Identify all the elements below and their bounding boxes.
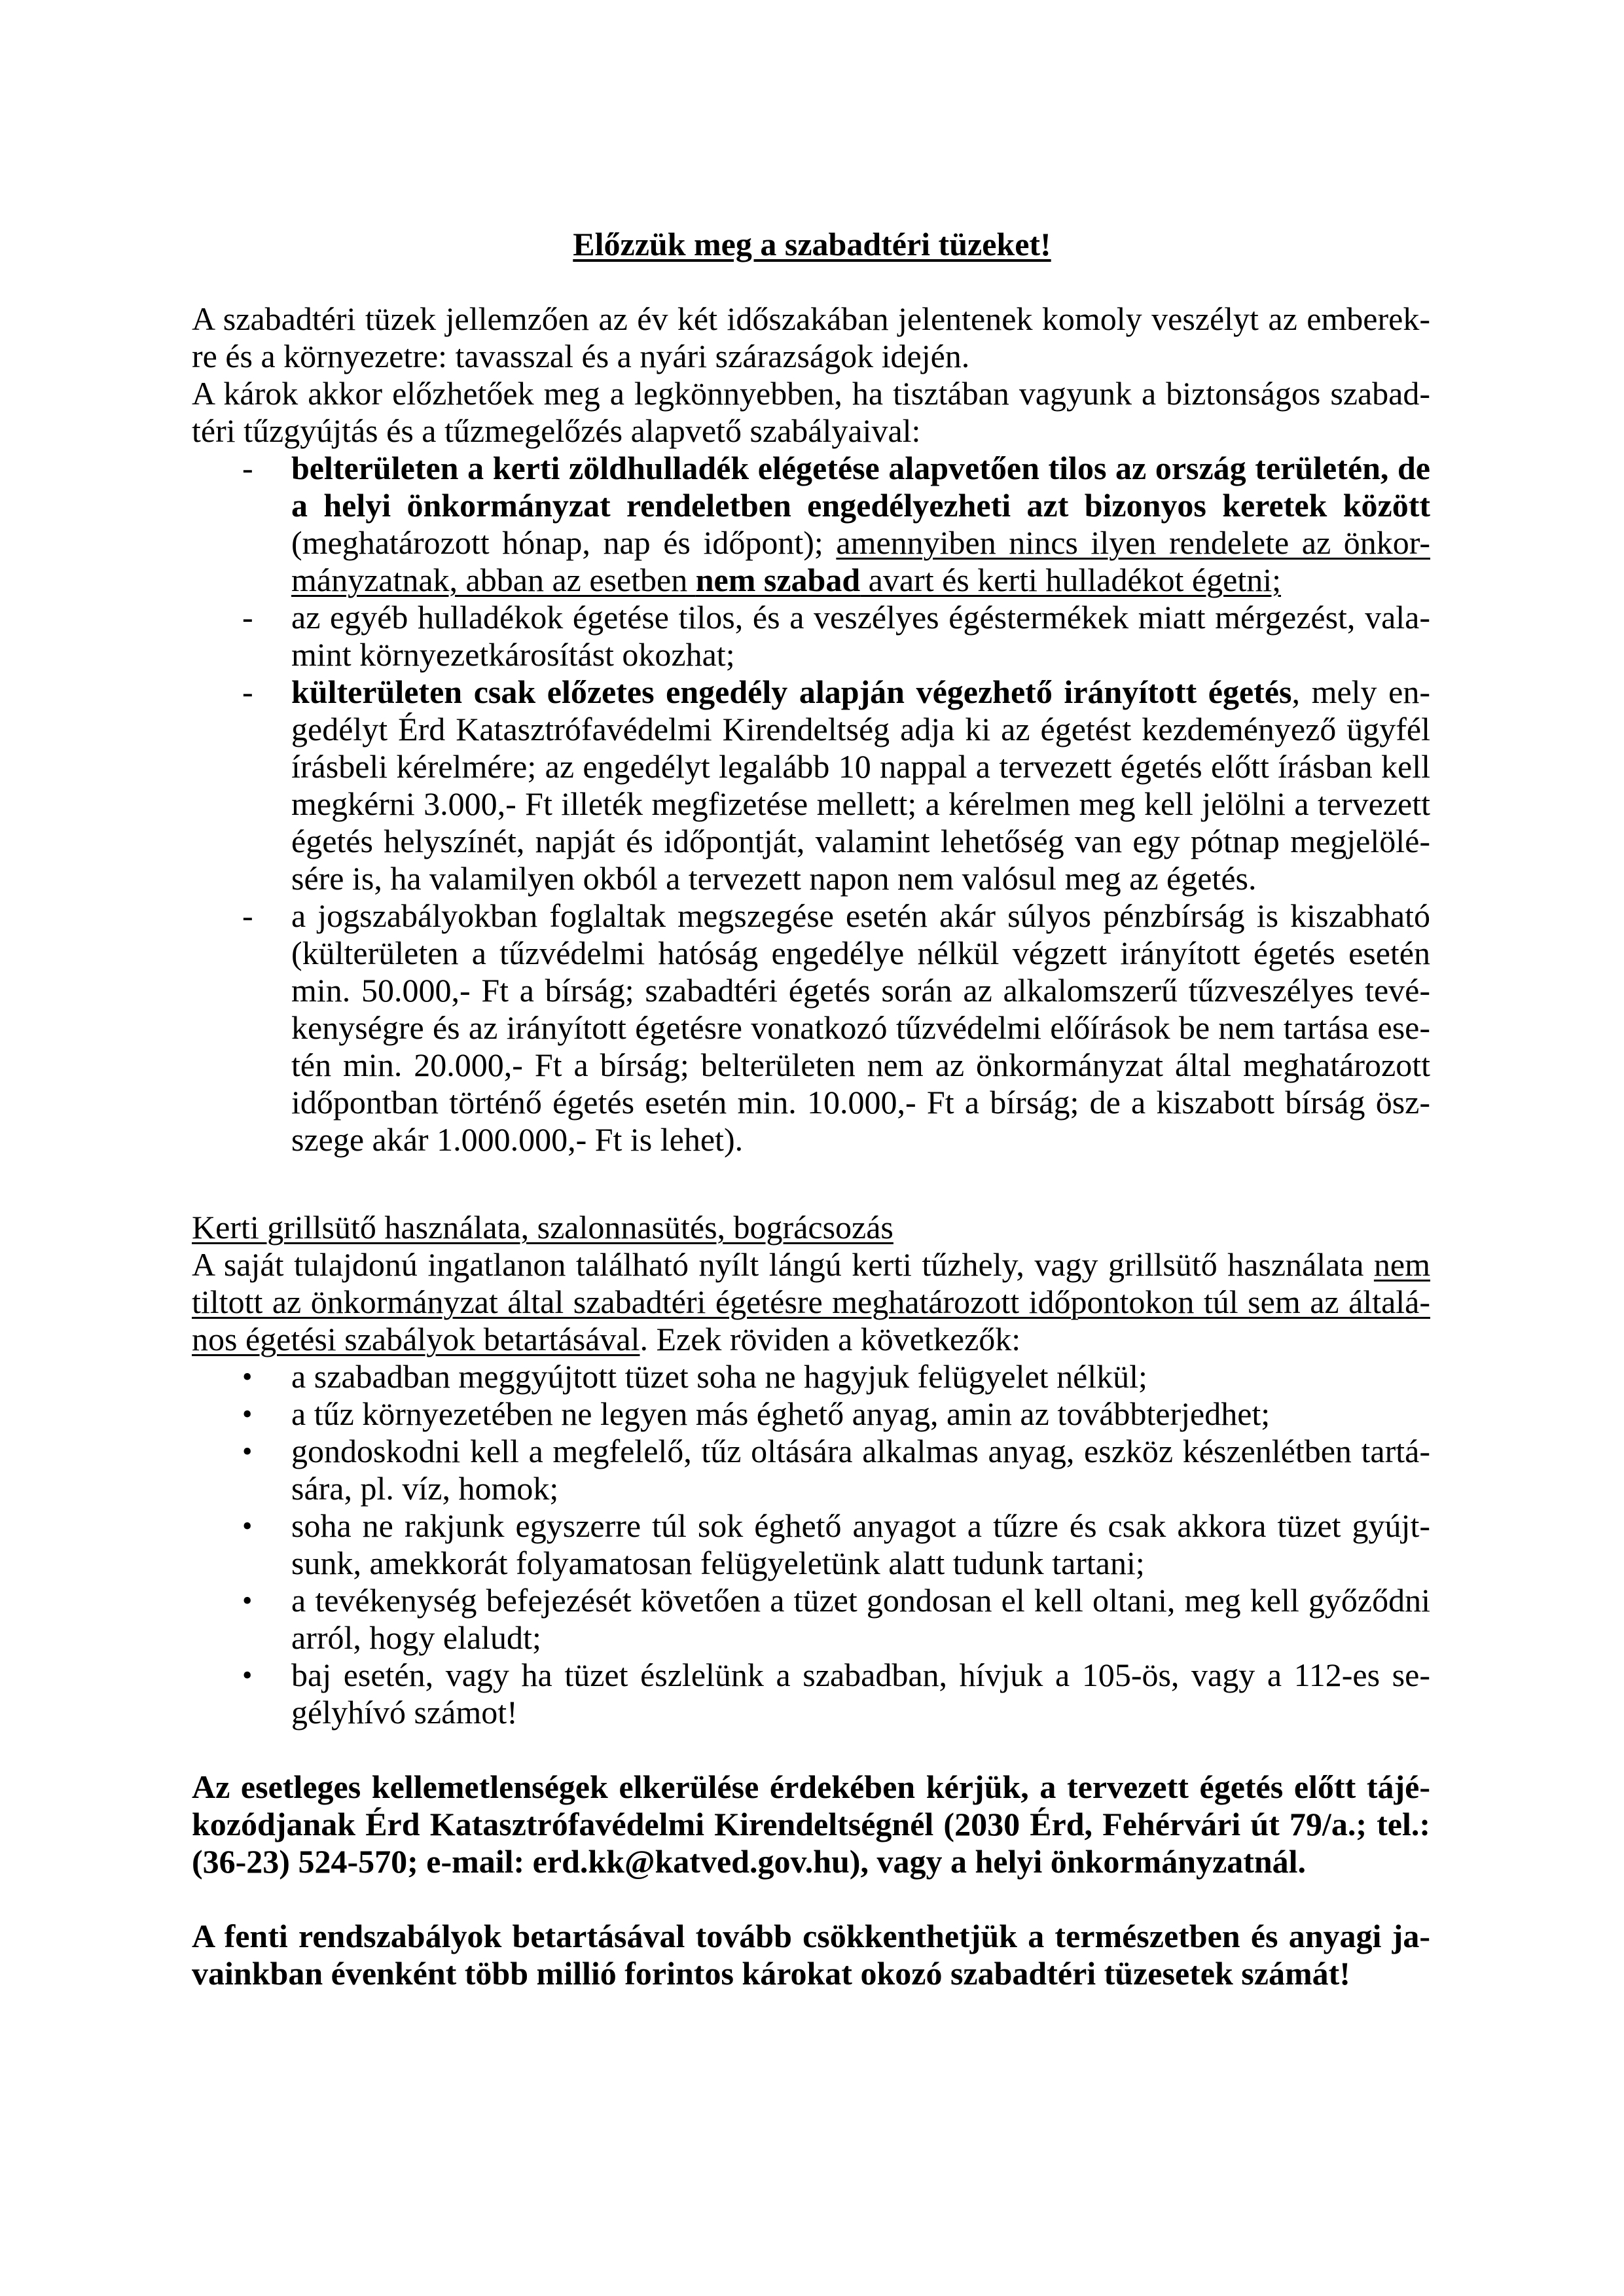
grill-line [192, 1246, 1430, 1283]
section-heading-text: Kerti grillsütő használata, szalonnasütés, bográcsozás [192, 1209, 893, 1246]
rule-text: , mely en- [1291, 673, 1431, 710]
rule-emphasis: külterületen csak előzetes engedély alapján végezhető irányított égetés [291, 673, 1292, 710]
rule-line: tén min. 20.000,- Ft a bírság; belterületen nem az önkormányzat által meghatározott [291, 1047, 1430, 1083]
rule-line: kenységre és az irányított égetésre vonatkozó tűzvédelmi előírások be nem tartása ese- [291, 1009, 1430, 1046]
grill-text: A saját tulajdonú ingatlanon található nyílt lángú kerti tűzhely, vagy grillsütő használata [192, 1246, 1374, 1283]
bullet-icon: • [242, 1585, 253, 1617]
bullet-line: gondoskodni kell a megfelelő, tűz oltására alkalmas anyag, eszköz készenlétben tartá- [291, 1433, 1430, 1469]
rule-underlined-text: amennyiben nincs ilyen rendelete az önkor- [836, 524, 1431, 561]
grill-underlined-text: nem [1373, 1246, 1430, 1283]
rule-line: mint környezetkárosítást okozhat; [291, 636, 735, 673]
rule-underlined-text: avart és kerti hulladékot égetni; [860, 562, 1281, 598]
rule-line: égetés helyszínét, napját és időpontját, valamint lehetőség van egy pótnap megjelölé- [291, 823, 1430, 859]
bullet-icon: • [242, 1510, 253, 1542]
rule-underlined-text: mányzatnak, abban az esetben [291, 562, 696, 598]
rule-line: gedélyt Érd Katasztrófavédelmi Kirendeltség adja ki az égetést kezdeményező ügyfél [291, 711, 1430, 747]
bullet-line: a tevékenység befejezését követően a tüzet gondosan el kell oltani, meg kell győződni [291, 1582, 1430, 1619]
section-heading [192, 1209, 1430, 1246]
bullet-line: soha ne rakjunk egyszerre túl sok éghető anyagot a tűzre és csak akkora tüzet gyújt- [291, 1507, 1430, 1544]
rule-line: az egyéb hulladékok égetése tilos, és a veszélyes égéstermékek miatt mérgezést, vala- [291, 599, 1430, 636]
dash-marker: - [242, 450, 253, 486]
bullet-icon: • [242, 1435, 253, 1467]
rule-text: (meghatározott hónap, nap és időpont); [291, 524, 837, 561]
bullet-line: a szabadban meggyújtott tüzet soha ne hagyjuk felügyelet nélkül; [291, 1358, 1147, 1395]
rule-line: sére is, ha valamilyen okból a tervezett napon nem valósul meg az égetés. [291, 860, 1257, 897]
rule-line [291, 524, 1430, 562]
intro-line: A károk akkor előzhetőek meg a legkönnyebben, ha tisztában vagyunk a biztonságos szabad- [192, 375, 1430, 412]
bullet-line: sunk, amekkorát folyamatosan felügyeletünk alatt tudunk tartani; [291, 1545, 1145, 1581]
rule-line: szege akár 1.000.000,- Ft is lehet). [291, 1121, 744, 1158]
rule-line: a jogszabályokban foglaltak megszegése esetén akár súlyos pénzbírság is kiszabható [291, 897, 1430, 934]
bullet-icon: • [242, 1659, 253, 1691]
bullet-line: arról, hogy elaludt; [291, 1619, 541, 1656]
page-title [0, 226, 1624, 263]
bullet-line: a tűz környezetében ne legyen más éghető anyag, amin az továbbterjedhet; [291, 1395, 1271, 1432]
bullet-line: baj esetén, vagy ha tüzet észlelünk a szabadban, hívjuk a 105-ös, vagy a 112-es se- [291, 1657, 1430, 1693]
rule-line: belterületen a kerti zöldhulladék elégetése alapvetően tilos az ország területén, de [291, 450, 1430, 486]
rule-line: a helyi önkormányzat rendeletben engedélyezheti azt bizonyos keretek között [291, 487, 1430, 524]
grill-text: . Ezek röviden a következők: [640, 1321, 1021, 1357]
rule-line [291, 673, 1430, 711]
grill-line [192, 1321, 1430, 1358]
closing-line: vainkban évenként több millió forintos károkat okozó szabadtéri tüzesetek számát! [192, 1955, 1350, 1992]
rule-line: min. 50.000,- Ft a bírság; szabadtéri égetés során az alkalomszerű tűzveszélyes tevé- [291, 972, 1430, 1009]
intro-line: re és a környezetre: tavasszal és a nyári szárazságok idején. [192, 338, 970, 374]
dash-marker: - [242, 897, 253, 934]
dash-marker: - [242, 599, 253, 636]
grill-line: tiltott az önkormányzat által szabadtéri égetésre meghatározott időpontokon túl sem az általá- [192, 1283, 1430, 1320]
bullet-line: sára, pl. víz, homok; [291, 1470, 559, 1507]
rule-line [291, 562, 1430, 599]
contact-line: Az esetleges kellemetlenségek elkerülése érdekében kérjük, a tervezett égetés előtt tájé- [192, 1768, 1430, 1805]
bullet-icon: • [242, 1398, 253, 1430]
rule-line: megkérni 3.000,- Ft illeték megfizetése mellett; a kérelmen meg kell jelölni a tervezett [291, 785, 1430, 822]
bullet-icon: • [242, 1361, 253, 1393]
bullet-line: gélyhívó számot! [291, 1694, 518, 1731]
intro-line: téri tűzgyújtás és a tűzmegelőzés alapvető szabályaival: [192, 412, 921, 449]
rule-line: (külterületen a tűzvédelmi hatóság engedélye nélkül végzett irányított égetés esetén [291, 935, 1430, 971]
grill-underlined-text: nos égetési szabályok betartásával [192, 1321, 640, 1357]
closing-line: A fenti rendszabályok betartásával tovább csökkenthetjük a természetben és anyagi ja- [192, 1918, 1430, 1954]
intro-line: A szabadtéri tüzek jellemzően az év két időszakában jelentenek komoly veszélyt az emberek- [192, 300, 1430, 337]
rule-line: írásbeli kérelmére; az engedélyt legalább 10 nappal a tervezett égetés előtt írásban kell [291, 748, 1430, 785]
contact-line: kozódjanak Érd Katasztrófavédelmi Kirendeltségnél (2030 Érd, Fehérvári út 79/a.; tel.: [192, 1806, 1430, 1842]
contact-line: (36-23) 524-570; e-mail: erd.kk@katved.gov.hu), vagy a helyi önkormányzatnál. [192, 1843, 1307, 1880]
title-text: Előzzük meg a szabadtéri tüzeket! [573, 226, 1051, 262]
rule-emphasis: nem szabad [695, 562, 861, 598]
rule-line: időpontban történő égetés esetén min. 10.000,- Ft a bírság; de a kiszabott bírság ösz- [291, 1084, 1430, 1121]
dash-marker: - [242, 673, 253, 710]
